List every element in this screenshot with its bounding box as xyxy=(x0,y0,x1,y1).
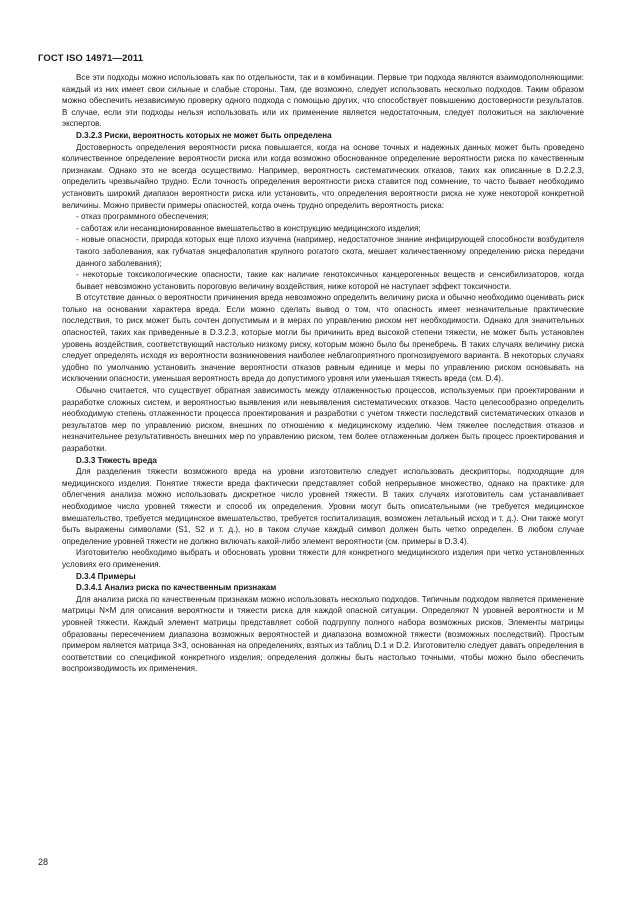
page-number: 28 xyxy=(38,857,49,867)
paragraph: Все эти подходы можно использовать как по отдельности, так и в комбинации. Первые три подхода являются взаимодополняющими: каждый из них имеет свои сильные и слабые стороны. Там, где возможно, следует использовать несколько подходов. Таким образом можно обеспечить независимую проверку одного подхода с помощью других, что способствует повышению достоверности результатов. В случае, если эти подходы нельзя использовать или их применение является недостаточным, следует положиться на заключение экспертов. xyxy=(62,73,584,129)
document-body xyxy=(62,72,584,675)
paragraph: Обычно считается, что существует обратная зависимость между отлаженностью процессов, используемых при проектировании и разработке сложных систем, и вероятностью выявления или невыявления систематических отказов. Часто целесообразно определить необходимую степень отлаженности процесса проектирования и разработки с учетом тяжести последствий систематических отказов и результатов мер по управлению риском, внешних по отношению к медицинскому изделию. Чем тяжелее последствия отказов и незначительнее результативность внешних мер по управлению риском, тем более отлаженным должен быть процесс проектирования и разработки. xyxy=(62,386,584,453)
document-header: ГОСТ ISO 14971—2011 xyxy=(38,53,144,64)
section-heading: D.3.4.1 Анализ риска по качественным признакам xyxy=(76,583,277,593)
paragraph: Для разделения тяжести возможного вреда на уровни изготовителю следует использовать дескрипторы, подходящие для медицинского изделия. Понятие тяжести вреда фактически представляет собой непрерывное множество, однако на практике для облегчения анализа можно использовать дискретное число уровней тяжести. В таких случаях изготовитель сам устанавливает необходимое число уровней тяжести и способ их определения. Уровни могут быть описательными (не требуется медицинское вмешательство, требуется медицинское вмешательство, требуется госпитализация, возможен летальный исход и т. д.). Они также могут быть выражены символами (S1, S2 и т. д.), но в таком случае каждый символ должен быть четко определен. В любом случае определение уровней тяжести не должно включать какой-либо элемент вероятности (см. примеры в D.3.4). xyxy=(62,467,584,546)
paragraph: Для анализа риска по качественным признакам можно использовать несколько подходов. Типичным подходом является применение матрицы N×M для описания вероятности и тяжести риска для каждой опасной ситуации. Определяют N уровней вероятности и M уровней тяжести. Каждый элемент матрицы представляет собой подгруппу полного набора возможных рисков. Элементы матрицы образованы пересечением диапазона возможных вероятностей и диапазона возможной тяжести (возможных последствий). Простым примером является матрица 3×3, основанная на определениях, взятых из таблиц D.1 и D.2. Изготовителю следует давать определения в соответствии со спецификой конкретного изделия; определения должны быть настолько точными, чтобы можно было обеспечить воспроизводимость их применения. xyxy=(62,594,584,674)
list-item: - саботаж или несанкционированное вмешательство в конструкцию медицинского изделия; xyxy=(76,223,421,233)
paragraph: Изготовителю необходимо выбрать и обосновать уровни тяжести для конкретного медицинского изделия при четко установленных условиях его применения. xyxy=(62,548,584,569)
section-heading: D.3.3 Тяжесть вреда xyxy=(76,455,157,465)
paragraph: В отсутствие данных о вероятности причинения вреда невозможно определить величину риска и обычно необходимо оценивать риск только на основании характера вреда. Если можно сделать вывод о том, что опасность имеет незначительные практические последствия, то риск может быть сочтен допустимым и в мерах по управлению риском нет необходимости. Однако для значительных опасностей, таких как приведенные в D.3.2.3, которые могли бы причинить вред высокой степени тяжести, не может быть установлен уровень воздействия, соответствующий настолько низкому риску, которым можно было бы пренебречь. В таких случаях величину риска следует определять исходя из вероятности возникновения наиболее неблагоприятного прогнозируемого варианта. В некоторых случаях удобно по умолчанию установить значение вероятности отказов равным единице и меры по управлению риском основывать на исключении опасности, уменьшая вероятность вреда до допустимого уровня или уменьшая тяжесть вреда (см. D.4). xyxy=(62,293,584,384)
list-item: - отказ программного обеспечения; xyxy=(76,212,209,222)
list-item: - новые опасности, природа которых еще плохо изучена (например, недостаточное знание инфицирующей способности возбудителя такого заболевания, как губчатая энцефалопатия крупного рогатого скота, мешает количественному определению риска передачи данного заболевания); xyxy=(76,235,584,268)
section-heading: D.3.2.3 Риски, вероятность которых не может быть определена xyxy=(76,130,332,140)
paragraph: Достоверность определения вероятности риска повышается, когда на основе точных и надежных данных может быть проведено количественное определение вероятности риска или когда возможно обоснованное определение вероятности риска по качественным признакам. Однако это не всегда осуществимо. Например, вероятность систематических отказов, таких как описанные в D.2.2.3, определить чрезвычайно трудно. Если точность определения вероятности риска ставится под сомнение, то часто бывает необходимо установить широкий диапазон вероятности риска или установить, что определения вероятности риска не хуже некоторой конкретной величины. Можно привести примеры опасностей, когда очень трудно определить вероятность риска: xyxy=(62,142,584,210)
section-heading: D.3.4 Примеры xyxy=(76,571,136,581)
list-item: - некоторые токсикологические опасности, такие как наличие генотоксичных канцерогенных веществ и сенсибилизаторов, когда бывает невозможно установить пороговую величину воздействия, ниже которой не наступает эффект токсичности. xyxy=(76,270,584,291)
